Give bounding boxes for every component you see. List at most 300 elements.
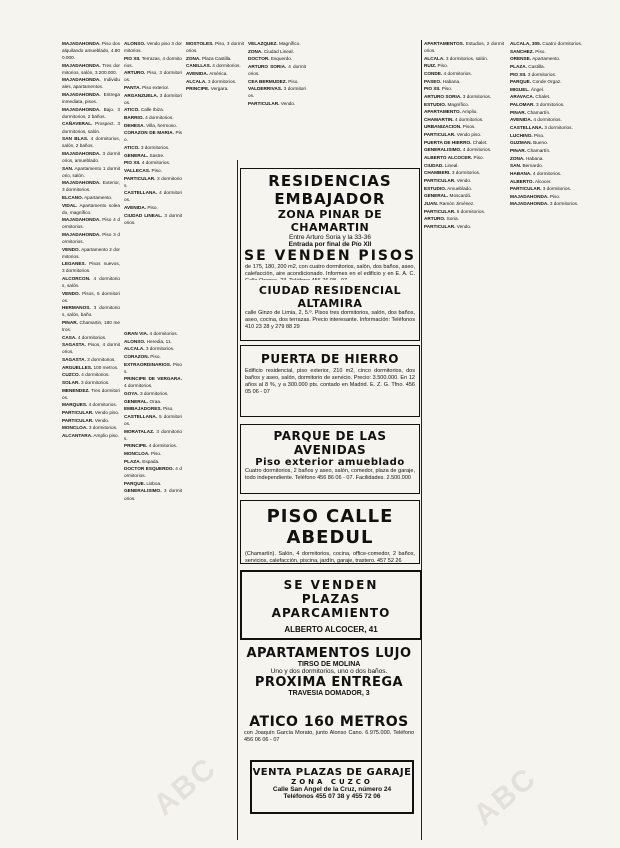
- classified-entry: [186, 40, 244, 54]
- classified-entry: [186, 85, 244, 92]
- classified-entry: [424, 146, 504, 153]
- classified-entry-keyword: SAN BLAS.: [62, 136, 89, 142]
- classified-entry-text: Piso.: [161, 406, 174, 412]
- classified-entry-keyword: ALONSO.: [124, 41, 146, 46]
- classified-entry: [424, 62, 504, 69]
- classified-entry-keyword: MAJADAHONDA.: [510, 193, 549, 199]
- classified-entry: [124, 175, 182, 189]
- classified-entry: [62, 231, 120, 245]
- classified-entry-keyword: PRINCIPE.: [124, 443, 148, 449]
- ad-title: RESIDENCIAS EMBAJADOR: [268, 172, 392, 208]
- classified-entry-keyword: PLAZA.: [510, 63, 527, 69]
- ad-line: ALBERTO ALCOCER, 41: [284, 625, 378, 634]
- classified-column-1: [62, 40, 120, 820]
- classified-entry-text: 4 dormitorios.: [76, 334, 107, 340]
- classified-entry-text: Vendo.: [455, 223, 472, 229]
- classified-entry-keyword: GUZMAN.: [510, 140, 532, 146]
- classified-entry-keyword: PINAR.: [510, 147, 526, 153]
- classified-entry-text: 3 dormitorios.: [206, 78, 237, 84]
- classified-entry-text: Pisos nuevos, 3 dormitorios.: [62, 261, 120, 274]
- classified-entry: [186, 78, 244, 85]
- classified-entry-text: Chamartín.: [525, 147, 551, 153]
- classified-entry: [62, 62, 120, 76]
- ad-headline: PROXIMA ENTREGA: [254, 675, 404, 690]
- classified-entry-text: Apartamento soleado, magnífico.: [62, 202, 120, 215]
- classified-entry-text: 4 dormitorios.: [124, 190, 182, 203]
- classified-entry: [62, 417, 120, 424]
- classified-entry-text: 3 dormitorios.: [548, 201, 579, 207]
- classified-entry-keyword: GENERAL.: [124, 398, 149, 404]
- classified-entry-keyword: MONCLOA.: [62, 425, 88, 431]
- classified-entry: [62, 165, 120, 179]
- classified-entry: [248, 48, 306, 55]
- classified-entry-keyword: PARTICULAR.: [62, 409, 94, 415]
- classified-entry: [62, 387, 120, 401]
- classified-entry-keyword: ARAVACA.: [510, 94, 535, 100]
- classified-entry-text: 3 dormitorios, salón.: [444, 55, 489, 61]
- classified-entry-keyword: ALCALA.: [186, 78, 207, 84]
- classified-entry: [424, 101, 504, 108]
- classified-entry: [62, 334, 120, 341]
- classified-entry-text: Piso.: [150, 167, 162, 173]
- classified-entry-keyword: CIUDAD.: [424, 162, 444, 168]
- classified-entry-text: Apartamento 2 dormitorios.: [62, 246, 120, 259]
- classified-entry: [424, 192, 504, 199]
- classified-entry-keyword: PARTICULAR.: [424, 208, 456, 214]
- classified-entry: [124, 487, 182, 501]
- classified-entry-keyword: ALCORCON.: [62, 276, 91, 281]
- ad-title: ATICO 160 METROS: [249, 714, 409, 730]
- classified-entry-keyword: PARQUE.: [124, 480, 146, 486]
- classified-entry: [124, 212, 182, 226]
- classified-entry-keyword: GENERAL.: [124, 152, 149, 158]
- ad-subtitle: TIRSO DE MOLINA: [297, 661, 361, 668]
- classified-entry-text: 4 dormitorios.: [248, 63, 306, 76]
- classified-entry-text: Espada.: [140, 458, 160, 464]
- classified-entry-text: Soria.: [445, 216, 459, 222]
- classified-entry-text: Exterior, 3 dormitorios.: [62, 180, 120, 193]
- ad-puerta-de-hierro: [240, 345, 420, 417]
- classified-entry: [62, 432, 120, 439]
- classified-entry-text: 3 dormitorios.: [541, 186, 572, 192]
- classified-entry: [510, 40, 596, 47]
- classified-entry-keyword: PRINCIPE.: [186, 86, 210, 92]
- classified-entry: [124, 345, 182, 352]
- classified-entry-keyword: HABANA.: [510, 170, 532, 176]
- classified-entry-text: Lisboa.: [145, 480, 162, 486]
- classified-entry-keyword: VENDO.: [62, 290, 80, 296]
- classified-entry-text: Apartamento 1 dormitorio, salón.: [62, 165, 120, 178]
- classified-entry-keyword: CASTELLANA.: [510, 125, 544, 131]
- classified-entry: [510, 63, 596, 70]
- classified-entry-text: Piso, 3 dormitorios.: [186, 41, 244, 54]
- classified-entry-text: Pisos.: [461, 124, 476, 130]
- classified-entry-keyword: PASEO.: [424, 78, 442, 84]
- classified-entry-keyword: ZONA.: [510, 155, 525, 161]
- classified-entry-text: Habana.: [524, 155, 544, 161]
- classified-entry-keyword: ALCALA.: [424, 55, 445, 61]
- classified-entry-text: Villa, hermoso.: [144, 122, 178, 128]
- classified-entry-text: Calle Ibiza.: [139, 107, 165, 113]
- classified-entry-text: Piso.: [149, 450, 162, 456]
- classified-entry: [424, 93, 504, 100]
- classified-entry: [62, 275, 120, 289]
- classified-entry: [124, 55, 182, 69]
- classified-entry-text: Castilla.: [526, 63, 545, 69]
- ad-title: APARTAMENTOS LUJO: [246, 646, 412, 661]
- classified-entry-text: Piso.: [532, 132, 545, 138]
- classified-entry: [62, 135, 120, 149]
- classified-entry: [424, 40, 504, 54]
- classified-entry-text: 3 dormitorios.: [144, 346, 175, 352]
- classified-entry-text: Apartamento.: [83, 194, 113, 200]
- classified-entry-keyword: PARTICULAR.: [510, 186, 542, 192]
- classified-entry: [510, 109, 596, 116]
- classified-entry-text: Vergara.: [209, 86, 229, 92]
- classified-entry-keyword: APARTAMENTOS.: [424, 41, 465, 46]
- classified-entry-keyword: MOSTOLES.: [186, 41, 214, 46]
- classified-entry-text: América.: [208, 70, 228, 76]
- classified-entry: [62, 202, 120, 216]
- classified-entry-text: Bueno.: [531, 140, 549, 146]
- classified-entry: [62, 260, 120, 274]
- classified-entry: [124, 330, 182, 337]
- classified-entry-keyword: SOLAR.: [62, 380, 80, 385]
- classified-entry-keyword: MAJADAHONDA.: [62, 41, 101, 46]
- classified-entry-keyword: MAJADAHONDA.: [62, 77, 101, 83]
- classified-entry-text: Entrega inmediata, pisos.: [62, 92, 120, 105]
- ad-altamira: [240, 280, 420, 341]
- ad-line: Entre Arturo Soria y la 33-36: [288, 234, 371, 241]
- classified-entry-keyword: ARGUELLES.: [62, 364, 93, 370]
- classified-entry-keyword: DOCTOR ESQUERDO.: [124, 466, 174, 472]
- classified-entry-keyword: PUERTA DE HIERRO.: [424, 139, 472, 145]
- classified-entry: [124, 353, 182, 360]
- classified-entry-keyword: APARTAMENTO.: [424, 109, 461, 115]
- ad-headline: SE VENDEN PISOS: [244, 248, 416, 264]
- classified-entry: [124, 204, 182, 211]
- classified-entry-keyword: VIDAL.: [62, 202, 78, 208]
- classified-entry-text: Individuales, apartamentos.: [62, 77, 120, 90]
- classified-entry-keyword: ALONSO.: [124, 338, 146, 344]
- abc-watermark: ABC: [147, 751, 223, 823]
- classified-entry: [62, 364, 120, 371]
- classified-entry-text: 3 dormitorios.: [461, 93, 492, 99]
- classified-entry-text: Vendo.: [455, 177, 472, 183]
- classified-entry-text: Magnífico.: [446, 101, 470, 107]
- classified-entry-text: Piso.: [548, 193, 561, 199]
- classified-entry-text: Pisos, 5 dormitorios.: [62, 290, 120, 303]
- classified-entry: [62, 194, 120, 201]
- classified-entry-keyword: MORATALAZ.: [124, 428, 155, 434]
- classified-entry: [124, 390, 182, 397]
- classified-entry-keyword: CASA.: [62, 334, 77, 340]
- classified-column-3: [186, 40, 244, 160]
- classified-entry: [424, 185, 504, 192]
- classified-entry-keyword: ATICO.: [124, 107, 140, 113]
- classified-entry-keyword: AVENIDA.: [510, 117, 533, 123]
- classified-entry-text: Sastre.: [148, 152, 165, 158]
- classified-entry-text: Chalet.: [534, 94, 551, 100]
- classified-entry-text: 4 dormitorios.: [87, 402, 117, 408]
- classified-entry-text: Lineal.: [443, 162, 459, 168]
- ad-piso-abedul: [240, 500, 420, 564]
- classified-entry-text: 3 dormitorios.: [534, 102, 565, 108]
- classified-entry-keyword: ESTUDIO.: [424, 101, 447, 107]
- classified-entry: [62, 120, 120, 134]
- classified-entry-keyword: PARTICULAR.: [424, 177, 456, 183]
- classified-entry-text: 4 dormitorios.: [442, 70, 472, 76]
- classified-entry-text: Bernardo.: [521, 163, 544, 169]
- classified-entry: [124, 338, 182, 345]
- classified-entry: [424, 154, 504, 161]
- classified-entry: [124, 84, 182, 91]
- classified-entry-keyword: MAJADAHONDA.: [62, 180, 101, 186]
- classified-entry: [248, 40, 306, 47]
- ad-title: PISO CALLE ABEDUL: [266, 506, 394, 548]
- classified-entry-text: Moscardó.: [448, 193, 472, 199]
- classified-entry: [186, 55, 244, 62]
- ad-subtitle: ZONA PINAR DE CHAMARTIN: [277, 208, 383, 234]
- classified-entry-text: 3 dormitorios.: [124, 175, 182, 188]
- ad-parque-avenidas: [240, 424, 420, 494]
- classified-entry: [124, 361, 182, 375]
- classified-entry-text: Apartamento.: [531, 56, 561, 62]
- classified-entry: [510, 78, 596, 85]
- classified-entry-keyword: LEGANES.: [62, 261, 86, 267]
- classified-entry-text: 4 dormitorios, salón, 2 baños.: [62, 136, 120, 149]
- classified-entry: [424, 116, 504, 123]
- ad-plazas-garaje: [250, 760, 414, 814]
- classified-entry-keyword: EXTRAORDINARIOS.: [124, 361, 172, 367]
- classified-entry: [124, 480, 182, 487]
- classified-entry: [510, 71, 596, 78]
- classified-entry: [424, 108, 504, 115]
- classified-entry: [62, 290, 120, 304]
- classified-entry: [248, 55, 306, 62]
- classified-entry-keyword: ZONA.: [186, 55, 201, 61]
- classified-entry: [62, 91, 120, 105]
- classified-entry-text: 3 dormitorios.: [526, 71, 557, 77]
- classified-entry-keyword: ALCANTARA.: [62, 432, 93, 438]
- classified-entry-text: Magnífico.: [277, 41, 301, 46]
- classified-entry: [62, 106, 120, 120]
- classified-entry: [248, 78, 306, 85]
- classified-entry-keyword: LUCHINO.: [510, 132, 533, 138]
- classified-entry: [424, 131, 504, 138]
- classified-entry: [124, 122, 182, 129]
- classified-entry: [124, 159, 182, 166]
- classified-entry: [62, 319, 120, 333]
- classified-entry: [124, 442, 182, 449]
- classified-entry: [186, 62, 244, 69]
- classified-entry-keyword: SANCHEZ.: [510, 48, 534, 54]
- classified-entry-keyword: PINAR.: [510, 109, 526, 115]
- classified-entry: [510, 116, 596, 123]
- classified-entry-keyword: JUAN.: [424, 200, 439, 206]
- classified-entry: [424, 162, 504, 169]
- classified-entry-text: Piso.: [440, 86, 453, 92]
- classified-entry-text: 3 dormitorios.: [450, 170, 481, 176]
- classified-entry: [62, 409, 120, 416]
- classified-entry: [62, 341, 120, 355]
- classified-entry: [424, 70, 504, 77]
- classified-entry-text: Piso 4 dormitorios.: [62, 217, 120, 230]
- classified-entry: [124, 458, 182, 465]
- classified-entry-keyword: ESTUDIO.: [424, 185, 447, 191]
- classified-entry-text: 4 dormitorios.: [143, 115, 174, 121]
- classified-entry: [62, 424, 120, 431]
- classified-entry-keyword: CIUDAD LINEAL.: [124, 212, 163, 218]
- classified-entry-text: Heredia, 11.: [145, 338, 172, 344]
- classified-entry: [424, 169, 504, 176]
- ad-line: Calle San Angel de la Cruz, número 24: [272, 786, 392, 793]
- classified-entry-text: 3 dormitorios.: [138, 390, 169, 396]
- classified-entry: [62, 356, 120, 363]
- ad-subtitle: Piso exterior amueblado: [255, 457, 405, 468]
- classified-entry-keyword: ALBERTO ALCOCER.: [424, 155, 473, 161]
- classified-column-4: [248, 40, 306, 160]
- ad-apartamentos-lujo: [240, 644, 418, 706]
- classified-entry-keyword: ALBERTO.: [510, 178, 534, 184]
- classified-entry-text: 4 dormitorios.: [532, 117, 562, 123]
- classified-entry: [424, 215, 504, 222]
- classified-entry: [510, 193, 596, 200]
- classified-entry-keyword: CUZCO.: [62, 372, 80, 378]
- classified-entry-text: 4 dormitorios.: [124, 383, 153, 389]
- classified-entry-keyword: MAJADAHONDA.: [62, 217, 101, 223]
- classified-entry: [510, 86, 596, 93]
- classified-entry: [424, 78, 504, 85]
- classified-entry-keyword: ALCALA, 305.: [510, 41, 541, 46]
- classified-entry-keyword: SAGASTA.: [62, 342, 86, 348]
- ad-line: SE VENDEN: [283, 578, 379, 592]
- column-rule: [421, 40, 422, 840]
- classified-entry-text: Piso.: [146, 204, 158, 210]
- classified-entry-keyword: BARRIO.: [124, 115, 144, 121]
- classified-entry-text: Piso, 3 dormitorios.: [124, 70, 182, 83]
- classified-entry-keyword: AVENIDA.: [124, 204, 147, 210]
- classified-entry-text: Vendo piso.: [455, 132, 482, 138]
- classified-entry-keyword: ARTURO.: [124, 70, 146, 76]
- classified-entry-keyword: CONDE.: [424, 70, 443, 76]
- classified-entry-text: Tres dormitorios, salón, 3.200.000.: [62, 62, 120, 75]
- classified-entry: [124, 450, 182, 457]
- classified-entry-text: 3 dormitorios.: [87, 425, 118, 431]
- classified-entry: [124, 152, 182, 159]
- classified-entry: [124, 413, 182, 427]
- classified-entry-keyword: CORAZON DE MARIA.: [124, 130, 174, 136]
- classified-entry: [424, 200, 504, 207]
- classified-entry: [124, 106, 182, 113]
- classified-entry-text: 4 dormitorios.: [148, 331, 178, 336]
- classified-entry-keyword: PINAR.: [62, 320, 78, 326]
- classified-entry-keyword: ELCANO.: [62, 194, 84, 200]
- classified-entry-keyword: CASTELLANA.: [124, 190, 158, 196]
- classified-entry: [248, 100, 306, 107]
- classified-entry-keyword: MAJADAHONDA.: [62, 92, 101, 98]
- classified-entry-text: Piso exterior.: [140, 85, 170, 91]
- classified-entry-keyword: CEA BERMUDEZ.: [248, 78, 287, 84]
- classified-entry: [62, 40, 120, 61]
- classified-entry: [124, 40, 182, 54]
- classified-entry: [510, 132, 596, 139]
- classified-entry-text: Chalet.: [471, 139, 488, 145]
- classified-entry-text: 3 dormitorios.: [124, 488, 182, 501]
- ad-title: VENTA PLAZAS DE GARAJE: [252, 767, 412, 778]
- classified-entry-keyword: PARTICULAR.: [124, 175, 156, 181]
- classified-entry: [124, 405, 182, 412]
- classified-entry-keyword: MARQUES.: [62, 402, 88, 408]
- classified-entry-text: 3 dormitorios, amueblado.: [62, 150, 120, 163]
- classified-entry-text: 4 dormitorios, salón.: [62, 276, 120, 289]
- classified-entry-text: 4 dormitorios.: [531, 170, 562, 176]
- classified-entry: [510, 170, 596, 177]
- classified-entry-keyword: CANILLAS.: [186, 63, 211, 69]
- classified-entry-text: 4 dormitorios.: [147, 443, 178, 449]
- classified-entry-text: 3 dormitorios.: [248, 86, 306, 99]
- classified-entry-text: Ramón Jiménez.: [438, 200, 475, 206]
- classified-entry: [424, 223, 504, 230]
- ad-line: Uno y dos dormitorios, uno o dos baños.: [270, 668, 388, 675]
- classified-entry-text: Piso.: [533, 48, 546, 54]
- ad-body: calle Ginzo de Limia, 2, 5.º. Pisos tres dormitorios, salón, dos baños, aseo, cocina, dos terrazas. Precio interesante. Información: Teléfonos 410 23 28 y 279 88 29: [245, 310, 415, 330]
- classified-entry-keyword: MONCLOA.: [124, 450, 150, 456]
- classified-entry-text: Alcocer.: [533, 178, 552, 184]
- classified-entry: [62, 150, 120, 164]
- classified-entry-keyword: PARTICULAR.: [424, 132, 456, 138]
- classified-entry: [510, 124, 596, 131]
- classified-entry: [124, 69, 182, 83]
- classified-entry-text: 100 metros.: [92, 364, 119, 370]
- classified-entry-text: 4 dormitorios.: [124, 466, 182, 479]
- classified-entry-text: Bajo. 3 dormitorios, 2 baños.: [62, 106, 120, 119]
- classified-entry: [510, 162, 596, 169]
- classified-entry: [62, 216, 120, 230]
- classified-entry-text: 5 dormitorios.: [455, 208, 486, 214]
- classified-entry-text: 4 dormitorios.: [140, 160, 171, 166]
- classified-entry-text: 3 dormitorios.: [79, 380, 110, 385]
- classified-entry-keyword: HERMANOS.: [62, 305, 91, 311]
- classified-entry-keyword: ORENSE.: [510, 56, 532, 62]
- classified-entry-text: Vendo piso.: [93, 409, 120, 415]
- classified-entry-text: Amplio.: [460, 109, 478, 115]
- classified-entry-keyword: CORAZON.: [124, 353, 149, 359]
- classified-entry-keyword: ZONA.: [248, 48, 263, 54]
- classified-entry: [424, 177, 504, 184]
- classified-entry-text: Conde Orgaz.: [531, 79, 562, 85]
- classified-entry-text: Habana.: [441, 78, 461, 84]
- classified-entry-text: Chamartín.: [525, 109, 551, 115]
- classified-entry-keyword: MAJADAHONDA.: [62, 231, 101, 237]
- classified-entry-text: Esquerdo.: [269, 56, 293, 62]
- classified-entry-text: Cuatro dormitorios.: [541, 41, 583, 46]
- classified-entry-text: Piso.: [286, 78, 299, 84]
- classified-entry-keyword: CASTELLANA.: [124, 413, 158, 419]
- classified-entry-keyword: CHAMBERI.: [424, 170, 451, 176]
- classified-entry-keyword: MAJADAHONDA.: [62, 150, 101, 156]
- classified-entry-keyword: URBANIZACION.: [424, 124, 462, 130]
- classified-entry-keyword: MENENDEZ.: [62, 387, 90, 393]
- classified-entry: [62, 379, 120, 386]
- classified-entry: [510, 155, 596, 162]
- classified-entry-text: 3 dormitorios.: [139, 145, 170, 150]
- classified-entry-keyword: PIO XII.: [510, 71, 527, 77]
- classified-entry-keyword: SAN.: [510, 163, 522, 169]
- classified-entry-keyword: PARTICULAR.: [62, 417, 94, 423]
- ad-body: con Joaquín García Morato, junto Alonso Cano. 6.975.000. Teléfono 456 06 06 - 07: [244, 730, 414, 743]
- classified-entry-keyword: GENERALISIMO.: [124, 488, 162, 494]
